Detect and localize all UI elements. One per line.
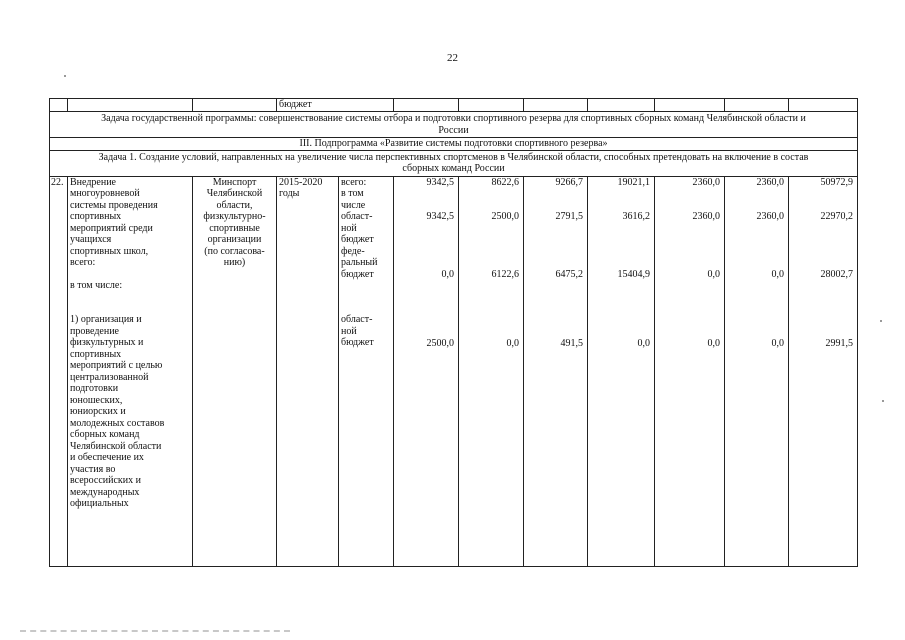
cell-empty [524, 99, 588, 112]
value-federal: 15404,9 [617, 268, 651, 280]
executor-line: Челябинской [206, 188, 263, 199]
value-regional: 2500,0 [491, 211, 520, 222]
source-line: област- [341, 314, 373, 325]
scan-artifact [20, 630, 290, 635]
item-name-line: многоуровневой [70, 188, 140, 199]
item-name-line: системы проведения [70, 199, 158, 211]
value-total: 8622,6 [491, 176, 520, 188]
item-name-line: спортивных школ, [70, 245, 149, 257]
subitem-line: юношеских, [70, 394, 123, 406]
period-line: годы [279, 188, 300, 199]
value-federal: 28002,7 [820, 268, 854, 280]
subitem-line: спортивных [70, 348, 122, 360]
source-line: числе [341, 199, 366, 211]
value-regional: 2360,0 [692, 211, 721, 222]
subitem-line: и обеспечение их [70, 452, 144, 463]
subitem-line: мероприятий с целью [70, 360, 163, 371]
period-line: 2015-2020 [279, 176, 323, 188]
item-name-line: учащихся [70, 234, 112, 245]
executor-line: области, [216, 199, 253, 211]
value-total: 9266,7 [555, 176, 584, 188]
program-goal-row [50, 112, 858, 138]
executor-line: организации [207, 234, 262, 245]
subitem-line: физкультурных и [70, 337, 144, 348]
task-text: Задача 1. Создание условий, направленных на увеличение числа перспективных спортсменов в Челябинской области, способных претендовать на включение в состав сборных команд России [50, 150, 858, 176]
subitem-line: централизованной [70, 371, 149, 383]
value-col-total [789, 176, 858, 566]
source-line: бюджет [341, 268, 374, 280]
value-sub1: 0,0 [637, 337, 651, 349]
value-total: 50972,9 [820, 176, 854, 188]
value-total: 19021,1 [617, 176, 651, 188]
subitem-line: международных [70, 486, 140, 498]
cell-empty [725, 99, 789, 112]
value-sub1: 2991,5 [825, 337, 854, 349]
subprogram-title: III. Подпрограмма «Развитие системы подготовки спортивного резерва» [50, 138, 858, 151]
source-line: бюджет [341, 234, 374, 245]
value-sub1: 2500,0 [426, 337, 455, 349]
subitem-line: сборных команд [70, 429, 140, 440]
subitem-line: всероссийских и [70, 475, 141, 486]
executor-line: физкультурно- [203, 211, 266, 222]
subitem-line: подготовки [70, 383, 119, 394]
value-col-2 [459, 176, 524, 566]
value-total: 2360,0 [756, 176, 785, 188]
value-col-3 [524, 176, 588, 566]
source-line: ральный [341, 257, 378, 268]
value-federal: 0,0 [441, 268, 455, 280]
page-number: 22 [447, 52, 458, 64]
task-row [50, 150, 858, 176]
cell-empty [193, 99, 277, 112]
cell-empty [68, 99, 193, 112]
subitem-line: Челябинской области [70, 440, 162, 452]
item-name-line: мероприятий среди [70, 222, 153, 234]
value-sub1: 0,0 [707, 337, 721, 349]
value-col-1 [394, 176, 459, 566]
item-name-line: всего: [70, 257, 96, 268]
cell-empty [588, 99, 655, 112]
item-22-row [50, 176, 858, 566]
funding-source [339, 176, 394, 566]
source-line: ной [341, 325, 357, 337]
value-total: 2360,0 [692, 176, 721, 188]
source-line: феде- [341, 245, 365, 257]
budget-label: бюджет [277, 99, 394, 112]
item-name [68, 176, 193, 566]
scan-artifact [880, 320, 882, 322]
cell-empty [394, 99, 459, 112]
cell-empty [459, 99, 524, 112]
subprogram-row [50, 138, 858, 151]
source-line: всего: [341, 176, 367, 188]
source-line: в том [341, 188, 364, 199]
value-regional: 22970,2 [820, 211, 854, 222]
value-sub1: 491,5 [560, 337, 584, 349]
source-line: бюджет [341, 337, 374, 348]
item-name-line: Внедрение [70, 176, 116, 188]
value-col-5 [655, 176, 725, 566]
value-federal: 6475,2 [555, 268, 584, 280]
executor-line: нию) [223, 257, 246, 268]
value-sub1: 0,0 [771, 337, 785, 349]
in-total-label: в том числе: [70, 279, 123, 291]
subitem-line: участия во [70, 463, 116, 475]
value-regional: 2791,5 [555, 211, 584, 222]
value-regional: 3616,2 [622, 211, 651, 222]
executor-line: спортивные [209, 222, 260, 234]
value-federal: 0,0 [771, 268, 785, 280]
subitem-line: юниорских и [70, 406, 126, 417]
value-regional: 9342,5 [426, 211, 455, 222]
scan-artifact [882, 400, 884, 402]
cell-empty [655, 99, 725, 112]
cell-empty [789, 99, 858, 112]
period [277, 176, 339, 566]
executor-line: (по согласова- [204, 245, 265, 257]
source-line: ной [341, 222, 357, 234]
value-col-4 [588, 176, 655, 566]
scan-artifact [64, 75, 66, 77]
executor [193, 176, 277, 566]
value-federal: 0,0 [707, 268, 721, 280]
value-federal: 6122,6 [491, 268, 520, 280]
budget-continuation-row [50, 99, 858, 112]
program-goal-text: Задача государственной программы: совершенствование системы отбора и подготовки спортивного резерва для спортивных сборных команд Челябинской области и России [50, 112, 858, 138]
value-sub1: 0,0 [506, 337, 520, 349]
subitem-line: молодежных составов [70, 417, 165, 429]
subitem-line: 1) организация и [70, 314, 142, 325]
value-total: 9342,5 [426, 176, 455, 188]
subitem-line: официальных [70, 498, 129, 509]
value-col-6 [725, 176, 789, 566]
executor-line: Минспорт [212, 176, 257, 188]
program-table [49, 98, 858, 567]
cell-empty [50, 99, 68, 112]
value-regional: 2360,0 [756, 211, 785, 222]
item-name-line: спортивных [70, 211, 122, 222]
source-line: област- [341, 211, 373, 222]
subitem-line: проведение [70, 325, 119, 337]
item-number: 22. [50, 176, 68, 566]
